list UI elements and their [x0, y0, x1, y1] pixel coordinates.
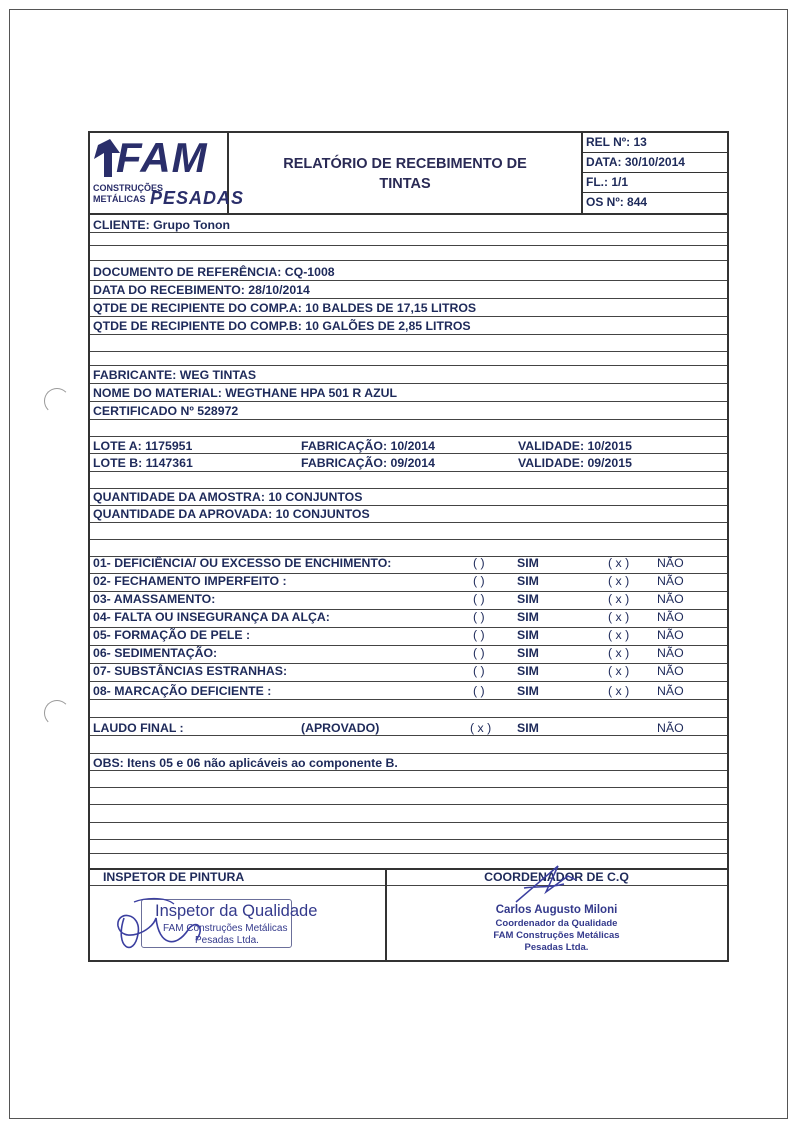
lot-b-manufacture: FABRICAÇÃO: 09/2014	[301, 456, 435, 470]
nao-mark: ( x )	[608, 592, 630, 606]
coordinator-company: FAM Construções Metálicas	[493, 930, 620, 941]
sim-label: SIM	[517, 684, 539, 698]
row-line	[90, 365, 727, 366]
header-divider	[90, 213, 727, 215]
certificate-number: CERTIFICADO Nº 528972	[93, 404, 239, 418]
sim-mark: ( )	[473, 610, 485, 624]
nao-mark: ( x )	[608, 556, 630, 570]
row-line	[90, 735, 727, 736]
row-line	[90, 351, 727, 352]
client-field: CLIENTE: Grupo Tonon	[93, 218, 231, 232]
row-line	[90, 436, 727, 437]
row-line	[90, 334, 727, 335]
punch-hole-mark	[44, 700, 70, 726]
stamp-title: Inspetor da Qualidade	[155, 902, 318, 920]
row-line	[90, 453, 727, 454]
logo-line-2: METÁLICAS	[93, 194, 146, 204]
row-line	[90, 471, 727, 472]
inspector-signature	[104, 888, 224, 958]
coordinator-role: Coordenador da Qualidade	[495, 918, 618, 929]
final-sim-mark: ( x )	[470, 721, 492, 735]
row-line	[90, 419, 727, 420]
check-label: 04- FALTA OU INSEGURANÇA DA ALÇA:	[93, 610, 330, 624]
sim-mark: ( )	[473, 628, 485, 642]
check-label: 05- FORMAÇÃO DE PELE :	[93, 628, 251, 642]
row-line	[90, 822, 727, 823]
nao-mark: ( x )	[608, 664, 630, 678]
observations: OBS: Itens 05 e 06 não aplicáveis ao componente B.	[93, 756, 398, 770]
nao-mark: ( x )	[608, 574, 630, 588]
lot-a-manufacture: FABRICAÇÃO: 10/2014	[301, 439, 435, 453]
nao-label: NÃO	[657, 664, 684, 678]
row-line	[90, 245, 727, 246]
row-line	[90, 787, 727, 788]
sample-quantity: QUANTIDADE DA AMOSTRA: 10 CONJUNTOS	[93, 490, 363, 504]
nao-mark: ( x )	[608, 646, 630, 660]
report-title	[229, 133, 583, 213]
nao-label: NÃO	[657, 610, 684, 624]
reception-date: DATA DO RECEBIMENTO: 28/10/2014	[93, 283, 310, 297]
title-line-2: TINTAS	[379, 176, 431, 192]
final-verdict-result: (APROVADO)	[301, 721, 380, 735]
sim-mark: ( )	[473, 592, 485, 606]
sim-label: SIM	[517, 574, 539, 588]
manufacturer: FABRICANTE: WEG TINTAS	[93, 368, 257, 382]
component-b-quantity: QTDE DE RECIPIENTE DO COMP.B: 10 GALÕES DE 2,85 LITROS	[93, 319, 471, 333]
row-line	[90, 505, 727, 506]
stamp-company: FAM Construções Metálicas	[163, 923, 288, 934]
lot-a-number: LOTE A: 1175951	[93, 439, 193, 453]
final-nao-label: NÃO	[657, 721, 684, 735]
row-line	[90, 401, 727, 402]
sim-mark: ( )	[473, 574, 485, 588]
approved-quantity: QUANTIDADE DA APROVADA: 10 CONJUNTOS	[93, 507, 370, 521]
check-label: 02- FECHAMENTO IMPERFEITO :	[93, 574, 287, 588]
row-line	[90, 539, 727, 540]
sim-mark: ( )	[473, 664, 485, 678]
nao-mark: ( x )	[608, 684, 630, 698]
nao-label: NÃO	[657, 574, 684, 588]
logo-brand: FAM	[116, 134, 208, 181]
row-line	[90, 717, 727, 718]
sim-label: SIM	[517, 664, 539, 678]
sim-label: SIM	[517, 610, 539, 624]
logo-line-1: CONSTRUÇÕES	[93, 183, 164, 193]
row-line	[90, 839, 727, 840]
nao-label: NÃO	[657, 556, 684, 570]
lot-b-validity: VALIDADE: 09/2015	[518, 456, 632, 470]
final-sim-label: SIM	[517, 721, 539, 735]
report-form	[88, 131, 729, 962]
row-line	[90, 853, 727, 854]
component-a-quantity: QTDE DE RECIPIENTE DO COMP.A: 10 BALDES DE 17,15 LITROS	[93, 301, 477, 315]
check-label: 06- SEDIMENTAÇÃO:	[93, 646, 218, 660]
nao-label: NÃO	[657, 684, 684, 698]
nao-mark: ( x )	[608, 628, 630, 642]
stamp-company-suffix: Pesadas Ltda.	[195, 935, 259, 946]
report-date: DATA: 30/10/2014	[583, 153, 727, 173]
lot-b-number: LOTE B: 1147361	[93, 456, 193, 470]
os-number: OS Nº: 844	[586, 195, 648, 209]
nao-label: NÃO	[657, 646, 684, 660]
row-line	[90, 383, 727, 384]
coordinator-company-suffix: Pesadas Ltda.	[524, 942, 589, 953]
row-line	[90, 316, 727, 317]
lot-a-validity: VALIDADE: 10/2015	[518, 439, 632, 453]
nao-label: NÃO	[657, 628, 684, 642]
sim-mark: ( )	[473, 556, 485, 570]
final-verdict-label: LAUDO FINAL :	[93, 721, 184, 735]
coordinator-signature	[510, 858, 590, 908]
punch-hole-mark	[44, 388, 70, 414]
nao-label: NÃO	[657, 592, 684, 606]
row-line	[90, 804, 727, 805]
sim-label: SIM	[517, 556, 539, 570]
sim-label: SIM	[517, 628, 539, 642]
coordinator-label: COORDENADOR DE C.Q	[484, 870, 629, 884]
row-line	[90, 488, 727, 489]
row-line	[90, 298, 727, 299]
title-line-1: RELATÓRIO DE RECEBIMENTO DE	[283, 156, 527, 172]
rel-number: REL Nº: 13	[583, 133, 727, 153]
sim-label: SIM	[517, 592, 539, 606]
check-label: 01- DEFICIÊNCIA/ OU EXCESSO DE ENCHIMENTO:	[93, 556, 392, 570]
row-line	[90, 260, 727, 261]
logo-brand-2: PESADAS	[150, 188, 245, 208]
row-line	[90, 753, 727, 754]
row-line	[90, 280, 727, 281]
sim-mark: ( )	[473, 684, 485, 698]
report-meta	[583, 133, 727, 213]
row-line	[90, 885, 727, 886]
row-line	[90, 770, 727, 771]
row-line	[90, 522, 727, 523]
nao-mark: ( x )	[608, 610, 630, 624]
row-line	[90, 699, 727, 700]
check-label: 03- AMASSAMENTO:	[93, 592, 216, 606]
material-name: NOME DO MATERIAL: WEGTHANE HPA 501 R AZUL	[93, 386, 398, 400]
row-line	[90, 232, 727, 233]
sim-label: SIM	[517, 646, 539, 660]
check-label: 07- SUBSTÂNCIAS ESTRANHAS:	[93, 664, 288, 678]
sheet-number: FL.: 1/1	[583, 173, 727, 193]
inspector-label: INSPETOR DE PINTURA	[103, 870, 245, 884]
check-label: 08- MARCAÇÃO DEFICIENTE :	[93, 684, 272, 698]
company-logo	[90, 133, 245, 213]
coordinator-name: Carlos Augusto Miloni	[495, 904, 618, 916]
row-line	[90, 681, 727, 682]
reference-document: DOCUMENTO DE REFERÊNCIA: CQ-1008	[93, 265, 335, 279]
sim-mark: ( )	[473, 646, 485, 660]
